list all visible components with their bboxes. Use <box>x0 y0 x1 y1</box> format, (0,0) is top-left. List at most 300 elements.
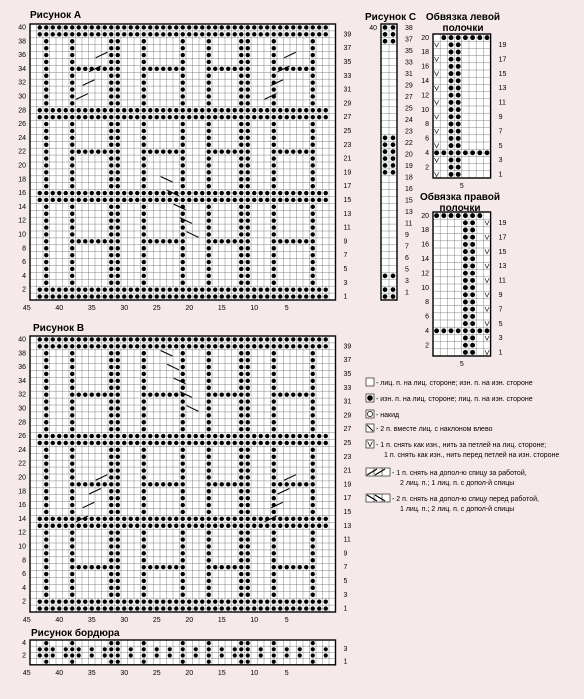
purl-dot <box>51 517 55 521</box>
purl-dot <box>44 170 48 174</box>
row-number-left: 36 <box>18 52 26 60</box>
purl-dot <box>470 256 475 261</box>
purl-dot <box>207 191 211 195</box>
purl-dot <box>44 129 48 133</box>
row-number-right: 11 <box>405 220 413 228</box>
purl-dot <box>207 558 211 562</box>
purl-dot <box>304 434 308 438</box>
purl-dot <box>246 524 250 528</box>
purl-dot <box>109 149 113 153</box>
purl-dot <box>44 537 48 541</box>
purl-dot <box>304 599 308 603</box>
purl-dot <box>239 647 243 651</box>
purl-dot <box>116 406 120 410</box>
purl-dot <box>207 225 211 229</box>
purl-dot <box>272 455 276 459</box>
purl-dot <box>135 25 139 29</box>
purl-dot <box>272 232 276 236</box>
purl-dot <box>463 328 468 333</box>
purl-dot <box>220 115 224 119</box>
purl-dot <box>463 150 468 155</box>
purl-dot <box>207 427 211 431</box>
purl-dot <box>272 524 276 528</box>
purl-dot <box>174 198 178 202</box>
column-number: 5 <box>284 305 289 312</box>
purl-dot <box>246 163 250 167</box>
purl-dot <box>168 599 172 603</box>
purl-dot <box>272 641 276 645</box>
purl-dot <box>463 307 468 312</box>
purl-dot <box>207 606 211 610</box>
purl-dot <box>311 67 315 71</box>
purl-dot <box>109 599 113 603</box>
purl-dot <box>109 544 113 548</box>
purl-dot <box>391 170 396 175</box>
purl-dot <box>44 294 48 298</box>
row-number-right: 3 <box>343 646 348 654</box>
row-number-right: 17 <box>343 495 352 503</box>
purl-dot <box>311 379 315 383</box>
purl-dot <box>207 351 211 355</box>
purl-dot <box>109 399 113 403</box>
purl-dot <box>135 599 139 603</box>
purl-dot <box>246 420 250 424</box>
purl-dot <box>70 572 74 576</box>
purl-dot <box>90 108 94 112</box>
purl-dot <box>44 358 48 362</box>
purl-dot <box>57 344 61 348</box>
purl-dot <box>155 239 159 243</box>
purl-dot <box>38 32 42 36</box>
purl-dot <box>109 239 113 243</box>
purl-dot <box>109 74 113 78</box>
purl-dot <box>44 218 48 222</box>
row-number-right: 13 <box>343 210 352 218</box>
purl-dot <box>220 517 224 521</box>
purl-dot <box>168 344 172 348</box>
row-number-right: 33 <box>343 384 352 392</box>
purl-dot <box>135 606 139 610</box>
purl-dot <box>64 653 68 657</box>
purl-dot <box>161 287 165 291</box>
row-number-right: 1 <box>405 289 409 297</box>
column-number: 35 <box>87 669 96 677</box>
purl-dot <box>116 544 120 548</box>
purl-dot <box>317 108 321 112</box>
legend-item-circle <box>366 410 374 418</box>
purl-dot <box>470 307 475 312</box>
purl-dot <box>83 32 87 36</box>
purl-dot <box>239 351 243 355</box>
purl-dot <box>44 287 48 291</box>
purl-dot <box>246 232 250 236</box>
purl-dot <box>213 25 217 29</box>
purl-dot <box>70 406 74 410</box>
legend-text-2: 1 п. снять как изн., нить перед петлей на изн. стороне <box>384 452 560 459</box>
row-number-left: 4 <box>425 327 429 335</box>
purl-dot <box>44 392 48 396</box>
legend-item-v <box>366 440 374 448</box>
purl-dot <box>272 468 276 472</box>
purl-dot <box>83 198 87 202</box>
purl-dot <box>44 399 48 403</box>
purl-dot <box>311 177 315 181</box>
purl-dot <box>181 156 185 160</box>
purl-dot <box>57 115 61 119</box>
row-number-left: 14 <box>18 203 26 211</box>
purl-dot <box>265 25 269 29</box>
purl-dot <box>220 239 224 243</box>
row-number-right: 13 <box>405 209 413 216</box>
purl-dot <box>181 129 185 133</box>
purl-dot <box>285 524 289 528</box>
row-number-left: 18 <box>18 488 26 496</box>
purl-dot <box>285 441 289 445</box>
purl-dot <box>265 337 269 341</box>
purl-dot <box>161 482 165 486</box>
purl-dot <box>116 386 120 390</box>
purl-dot <box>272 586 276 590</box>
purl-dot <box>200 524 204 528</box>
purl-dot <box>44 413 48 417</box>
purl-dot <box>51 25 55 29</box>
purl-dot <box>470 35 475 40</box>
purl-dot <box>77 344 81 348</box>
purl-dot <box>470 328 475 333</box>
column-number: 10 <box>250 617 259 624</box>
purl-dot <box>77 294 81 298</box>
purl-dot <box>207 517 211 521</box>
purl-dot <box>285 434 289 438</box>
purl-dot <box>44 67 48 71</box>
purl-dot <box>181 496 185 500</box>
purl-dot <box>181 524 185 528</box>
purl-dot <box>116 489 120 493</box>
purl-dot <box>456 42 461 47</box>
purl-dot <box>239 239 243 243</box>
row-number-left: 22 <box>18 460 26 468</box>
purl-dot <box>109 448 113 452</box>
purl-dot <box>449 50 454 55</box>
purl-dot <box>181 46 185 50</box>
row-number-left: 4 <box>22 584 26 592</box>
purl-dot <box>122 337 126 341</box>
purl-dot <box>38 517 42 521</box>
purl-dot <box>44 641 48 645</box>
purl-dot <box>207 468 211 472</box>
purl-dot <box>272 46 276 50</box>
purl-dot <box>187 191 191 195</box>
purl-dot <box>70 74 74 78</box>
purl-dot <box>51 647 55 651</box>
purl-dot <box>174 337 178 341</box>
purl-dot <box>239 579 243 583</box>
purl-dot <box>246 218 250 222</box>
purl-dot <box>311 427 315 431</box>
purl-dot <box>181 510 185 514</box>
purl-dot <box>181 212 185 216</box>
row-number-left: 16 <box>421 241 429 249</box>
purl-dot <box>181 544 185 548</box>
purl-dot-icon <box>367 395 373 401</box>
purl-dot <box>272 184 276 188</box>
purl-dot <box>207 253 211 257</box>
purl-dot <box>109 156 113 160</box>
purl-dot <box>285 294 289 298</box>
purl-dot <box>116 212 120 216</box>
purl-dot <box>116 551 120 555</box>
legend-text: - накид <box>376 412 400 419</box>
purl-dot <box>142 468 146 472</box>
purl-dot <box>272 53 276 57</box>
purl-dot <box>272 372 276 376</box>
purl-dot <box>246 565 250 569</box>
purl-dot <box>168 524 172 528</box>
row-number-left: 8 <box>425 299 429 307</box>
purl-dot <box>207 448 211 452</box>
purl-dot <box>64 434 68 438</box>
purl-dot <box>142 558 146 562</box>
purl-dot <box>142 427 146 431</box>
row-number-right: 11 <box>343 224 351 232</box>
purl-dot <box>226 337 230 341</box>
purl-dot <box>38 115 42 119</box>
row-number-right: 27 <box>405 94 413 101</box>
purl-dot <box>239 225 243 229</box>
purl-dot <box>142 524 146 528</box>
right-band-title: Обвязка правой <box>419 192 501 203</box>
purl-dot <box>470 220 475 225</box>
purl-dot <box>168 32 172 36</box>
column-number: 30 <box>120 305 129 312</box>
purl-dot <box>103 599 107 603</box>
purl-dot <box>200 25 204 29</box>
purl-dot <box>142 448 146 452</box>
purl-dot <box>252 606 256 610</box>
purl-dot <box>90 294 94 298</box>
purl-dot <box>44 156 48 160</box>
purl-dot <box>103 392 107 396</box>
purl-dot <box>285 344 289 348</box>
purl-dot <box>148 517 152 521</box>
purl-dot <box>272 294 276 298</box>
purl-dot <box>291 287 295 291</box>
purl-dot <box>148 115 152 119</box>
purl-dot <box>246 32 250 36</box>
row-number-left: 6 <box>22 259 26 267</box>
purl-dot <box>181 593 185 597</box>
purl-dot <box>70 108 74 112</box>
purl-dot <box>187 115 191 119</box>
purl-dot <box>311 149 315 153</box>
purl-dot <box>44 74 48 78</box>
purl-dot <box>51 191 55 195</box>
purl-dot <box>77 287 81 291</box>
purl-dot <box>456 165 461 170</box>
purl-dot <box>213 434 217 438</box>
purl-dot <box>148 198 152 202</box>
purl-dot <box>83 287 87 291</box>
purl-dot <box>155 434 159 438</box>
row-number-right: 9 <box>498 291 503 299</box>
purl-dot <box>64 32 68 36</box>
purl-dot <box>77 647 81 651</box>
purl-dot <box>239 39 243 43</box>
purl-dot <box>77 653 81 657</box>
purl-dot <box>116 475 120 479</box>
purl-dot <box>109 274 113 278</box>
purl-dot <box>44 108 48 112</box>
row-number-right: 7 <box>498 306 503 314</box>
purl-dot <box>44 87 48 91</box>
row-number-right: 15 <box>343 197 352 205</box>
purl-dot <box>109 641 113 645</box>
purl-dot <box>70 232 74 236</box>
row-number-left: 24 <box>18 446 26 454</box>
legend-text: - 2 п. вместе лиц. с наклоном влево <box>376 426 493 433</box>
purl-dot <box>181 455 185 459</box>
purl-dot <box>90 599 94 603</box>
purl-dot <box>142 496 146 500</box>
row-number-right: 31 <box>405 71 413 78</box>
purl-dot <box>272 25 276 29</box>
purl-dot <box>259 524 263 528</box>
purl-dot <box>109 184 113 188</box>
row-number-right: 17 <box>498 234 507 242</box>
purl-dot <box>142 218 146 222</box>
column-number: 40 <box>55 669 64 677</box>
purl-dot <box>207 392 211 396</box>
purl-dot <box>317 115 321 119</box>
purl-dot <box>252 191 256 195</box>
purl-dot <box>109 586 113 590</box>
purl-dot <box>122 517 126 521</box>
purl-dot <box>155 149 159 153</box>
purl-dot <box>83 149 87 153</box>
purl-dot <box>278 517 282 521</box>
purl-dot <box>109 287 113 291</box>
purl-dot <box>239 441 243 445</box>
purl-dot <box>96 517 100 521</box>
row-number-right: 19 <box>405 163 413 170</box>
purl-dot <box>142 647 146 651</box>
purl-dot <box>311 489 315 493</box>
purl-dot <box>70 653 74 657</box>
purl-dot <box>298 441 302 445</box>
purl-dot <box>148 287 152 291</box>
purl-dot <box>116 53 120 57</box>
purl-dot <box>109 413 113 417</box>
purl-dot <box>194 647 198 651</box>
purl-dot <box>181 177 185 181</box>
purl-dot <box>116 67 120 71</box>
purl-dot <box>142 434 146 438</box>
purl-dot <box>456 78 461 83</box>
purl-dot <box>148 337 152 341</box>
purl-dot <box>233 115 237 119</box>
chart-b-title: Рисунок В <box>33 323 85 334</box>
purl-dot <box>272 87 276 91</box>
purl-dot <box>174 441 178 445</box>
purl-dot <box>291 294 295 298</box>
row-number-right: 7 <box>343 564 348 572</box>
purl-dot <box>239 399 243 403</box>
purl-dot <box>252 32 256 36</box>
purl-dot <box>38 434 42 438</box>
purl-dot <box>291 191 295 195</box>
purl-dot <box>44 496 48 500</box>
purl-dot <box>239 586 243 590</box>
purl-dot <box>70 461 74 465</box>
purl-dot <box>449 35 454 40</box>
purl-dot <box>311 129 315 133</box>
row-number-left: 8 <box>22 245 26 253</box>
purl-dot <box>116 524 120 528</box>
purl-dot <box>272 32 276 36</box>
purl-dot <box>103 337 107 341</box>
purl-dot <box>44 94 48 98</box>
legend-swatch <box>366 378 374 386</box>
purl-dot <box>272 558 276 562</box>
purl-dot <box>116 593 120 597</box>
purl-dot <box>70 39 74 43</box>
purl-dot <box>109 25 113 29</box>
purl-dot <box>142 184 146 188</box>
purl-dot <box>96 392 100 396</box>
purl-dot <box>456 93 461 98</box>
purl-dot <box>96 524 100 528</box>
purl-dot <box>109 177 113 181</box>
purl-dot <box>44 448 48 452</box>
purl-dot <box>83 115 87 119</box>
purl-dot <box>298 115 302 119</box>
purl-dot <box>116 198 120 202</box>
purl-dot <box>142 413 146 417</box>
purl-dot <box>181 337 185 341</box>
purl-dot <box>181 294 185 298</box>
purl-dot <box>103 108 107 112</box>
purl-dot <box>148 392 152 396</box>
purl-dot <box>246 544 250 548</box>
column-number: 25 <box>152 669 161 677</box>
purl-dot <box>109 170 113 174</box>
purl-dot <box>181 647 185 651</box>
purl-dot <box>272 606 276 610</box>
purl-dot <box>181 170 185 174</box>
purl-dot <box>239 510 243 514</box>
purl-dot <box>304 565 308 569</box>
purl-dot <box>44 517 48 521</box>
purl-dot <box>116 441 120 445</box>
purl-dot <box>103 524 107 528</box>
purl-dot <box>181 579 185 583</box>
purl-dot <box>463 278 468 283</box>
purl-dot <box>226 441 230 445</box>
purl-dot <box>304 32 308 36</box>
purl-dot <box>194 337 198 341</box>
purl-dot <box>383 25 388 30</box>
purl-dot <box>252 434 256 438</box>
purl-dot <box>96 191 100 195</box>
row-number-right: 33 <box>405 59 413 67</box>
purl-dot <box>272 246 276 250</box>
purl-dot <box>383 32 388 37</box>
purl-dot <box>44 599 48 603</box>
purl-dot <box>278 108 282 112</box>
purl-dot <box>265 108 269 112</box>
purl-dot <box>142 358 146 362</box>
purl-dot <box>463 292 468 297</box>
